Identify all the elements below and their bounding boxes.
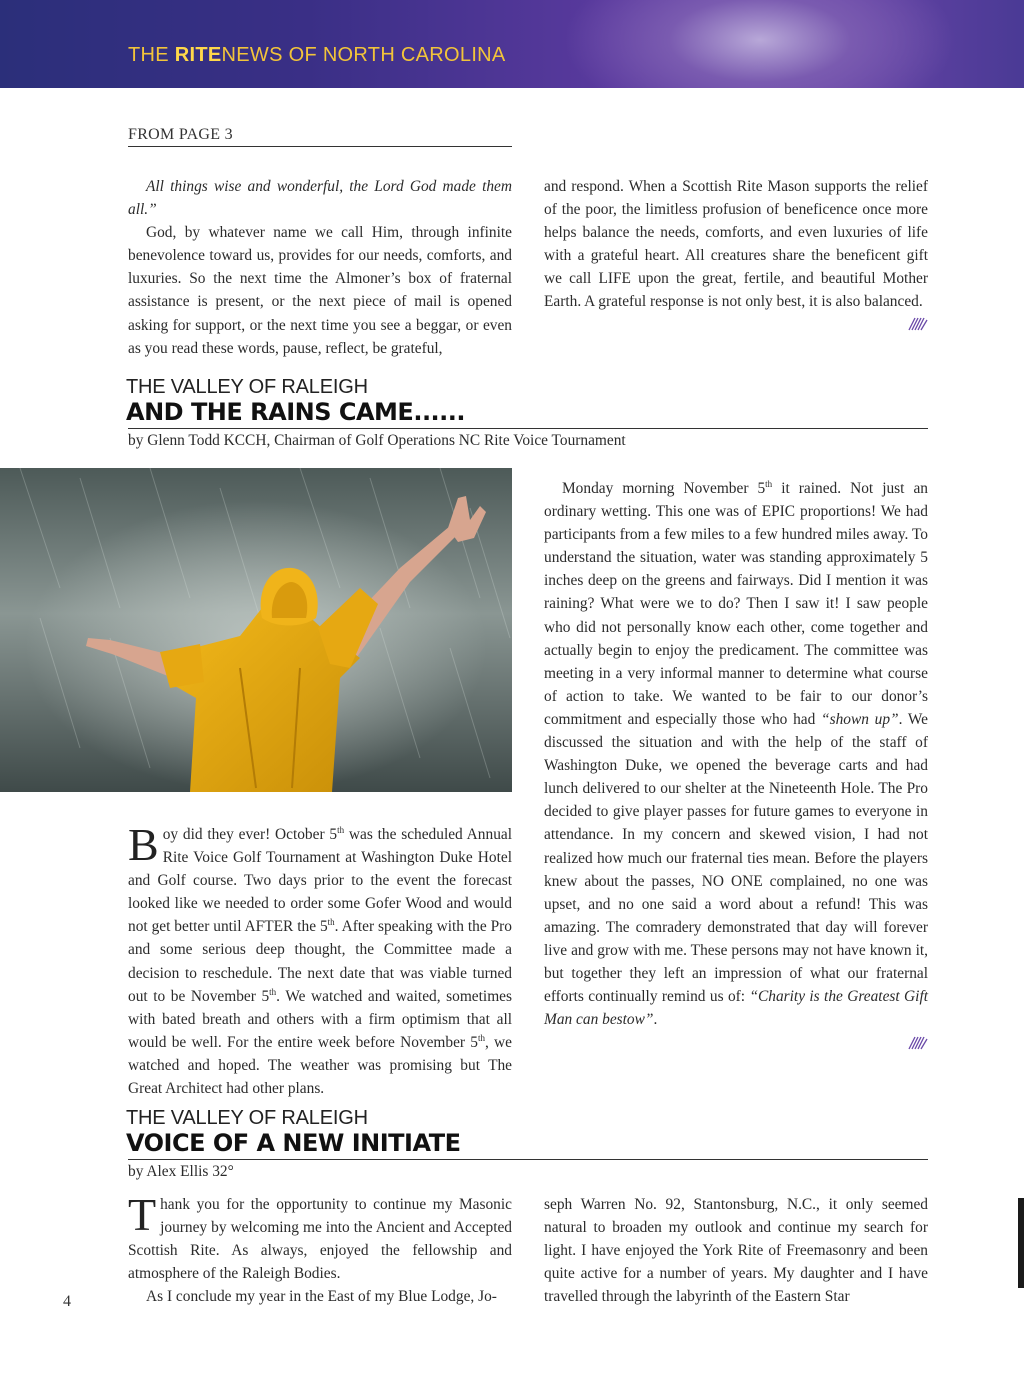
article1-right-column bbox=[544, 477, 928, 1031]
superscript: th bbox=[269, 986, 277, 997]
article2-paragraph-right: seph Warren No. 92, Stantonsburg, N.C., it only seemed natural to broaden my outlook and continue my search for light. I have enjoyed the York Rite of Freemasonry and been quite active for a number of years. My daughter and I have travelled through the labyrinth of the Eastern Star bbox=[544, 1196, 928, 1306]
end-mark-icon bbox=[907, 316, 929, 332]
article1-text: Monday morning November 5 bbox=[562, 480, 766, 497]
end-mark-icon bbox=[907, 1035, 929, 1051]
article1-left-column bbox=[128, 819, 513, 1100]
superscript: th bbox=[327, 917, 335, 928]
article1-text: oy did they ever! October 5 bbox=[162, 826, 338, 843]
article1-text: was the scheduled Annual Rite Voice Golf Tournament at Washington Duke Hotel and Golf course. Two days prior to the event the forecast looked like we needed to order some Gofer Wood and would not get better until AFTER the 5 bbox=[128, 826, 512, 936]
from-page-label: FROM PAGE 3 bbox=[128, 126, 233, 143]
superscript: th bbox=[337, 824, 345, 835]
superscript: th bbox=[765, 478, 773, 489]
article1-italic: “shown up” bbox=[821, 710, 899, 728]
article2-byline: by Alex Ellis 32° bbox=[128, 1163, 234, 1180]
publication-title bbox=[128, 44, 506, 67]
title-suffix: NEWS OF NORTH CAROLINA bbox=[221, 44, 506, 66]
page-edge bbox=[1018, 1198, 1024, 1288]
title-rite: RITE bbox=[174, 44, 222, 66]
article1-text: it rained. Not just an ordinary wetting. This one was of EPIC proportions! We had participants from a few miles to a few hundred miles away. To understand the situation, water was standing approximately 5 inches deep on the greens and fairways. Did I mention it was raining? What were we to do? Then I saw it! I saw people who did not personally know each other, come together and actually begin to enjoy the predicament. The committee was meeting in a very informal manner to determine what course of action to take. We wanted to be fair to our donor’s commitment and especially those who had bbox=[544, 480, 928, 728]
article1-text: . bbox=[653, 1011, 658, 1029]
article1-dropcap: B bbox=[128, 819, 159, 870]
article1-byline: by Glenn Todd KCCH, Chairman of Golf Operations NC Rite Voice Tournament bbox=[128, 432, 626, 449]
article1-text: . After speaking with the Pro and some serious deep thought, the Committee made a decision to reschedule. The next date that was viable turned out to be November 5 bbox=[128, 918, 513, 1005]
from-page-rule bbox=[128, 146, 512, 147]
article1-section-label: THE VALLEY OF RALEIGH bbox=[126, 376, 368, 398]
header-banner bbox=[0, 0, 1024, 88]
article1-quote: “Charity is the Greatest Gift Man can bestow” bbox=[544, 988, 929, 1029]
article2-dropcap: T bbox=[128, 1189, 157, 1240]
page-number: 4 bbox=[63, 1293, 71, 1310]
continuation-left-column bbox=[128, 175, 512, 360]
article2-left-column bbox=[128, 1189, 512, 1308]
rain-photo-image bbox=[0, 468, 512, 792]
article1-text: , we watched and hoped. The weather was promising but The Great Architect had other plans. bbox=[128, 1033, 512, 1098]
article2-text: hank you for the opportunity to continue my Masonic journey by welcoming me into the Ancient and Accepted Scottish Rite. As always, enjoyed the fellowship and atmosphere of the Raleigh Bodies. bbox=[128, 1196, 512, 1283]
article2-right-column bbox=[544, 1193, 928, 1308]
superscript: th bbox=[477, 1032, 485, 1043]
continuation-quote: All things wise and wonderful, the Lord God made them all.” bbox=[128, 178, 512, 219]
article1-rule bbox=[128, 428, 928, 429]
continuation-right-column bbox=[544, 175, 928, 314]
article2-section-label: THE VALLEY OF RALEIGH bbox=[126, 1107, 368, 1129]
article2-rule bbox=[128, 1159, 928, 1160]
rain-photo bbox=[0, 468, 512, 792]
article2-paragraph: As I conclude my year in the East of my Blue Lodge, Jo- bbox=[146, 1288, 497, 1306]
article1-text: . We watched and waited, sometimes with bated breath and others with a firm optimism that all would be well. For the entire week before November 5 bbox=[128, 987, 512, 1051]
continuation-paragraph-right: and respond. When a Scottish Rite Mason supports the relief of the poor, the limitless profusion of beneficence once more helps balance the needs, comforts, and even luxuries of life with a grateful heart. All creatures share the beneficent gift we call LIFE upon the great, fertile, and beautiful Mother Earth. A grateful response is not only best, it is also balanced. bbox=[544, 178, 928, 311]
article1-title: AND THE RAINS CAME...... bbox=[126, 398, 466, 426]
title-prefix: THE bbox=[128, 44, 175, 66]
article2-title: VOICE OF A NEW INITIATE bbox=[126, 1129, 461, 1157]
article1-text: . We discussed the situation and with the help of the staff of Washington Duke, we opened the beverage carts and had lunch delivered to our shelter at the Nineteenth Hole. The Pro decided to give player passes for future games to everyone in attendance. In my concern and skewed vision, I had not realized how much our fraternal ties mean. Before the players knew about the passes, NO ONE complained, no one was upset, and no one said a word about a refund! This was amazing. The comradery demonstrated that day will forever live and grow with me. These persons may not have known it, but together they left an impression of what our fraternal efforts continually remind us of: bbox=[544, 710, 928, 1006]
continuation-paragraph: God, by whatever name we call Him, through infinite benevolence toward us, provides for our needs, comforts, and luxuries. So the next time the Almoner’s box of fraternal assistance is present, or the next piece of mail is opened asking for support, or the next time you see a beggar, or even as you read these words, pause, reflect, be grateful, bbox=[128, 224, 512, 357]
